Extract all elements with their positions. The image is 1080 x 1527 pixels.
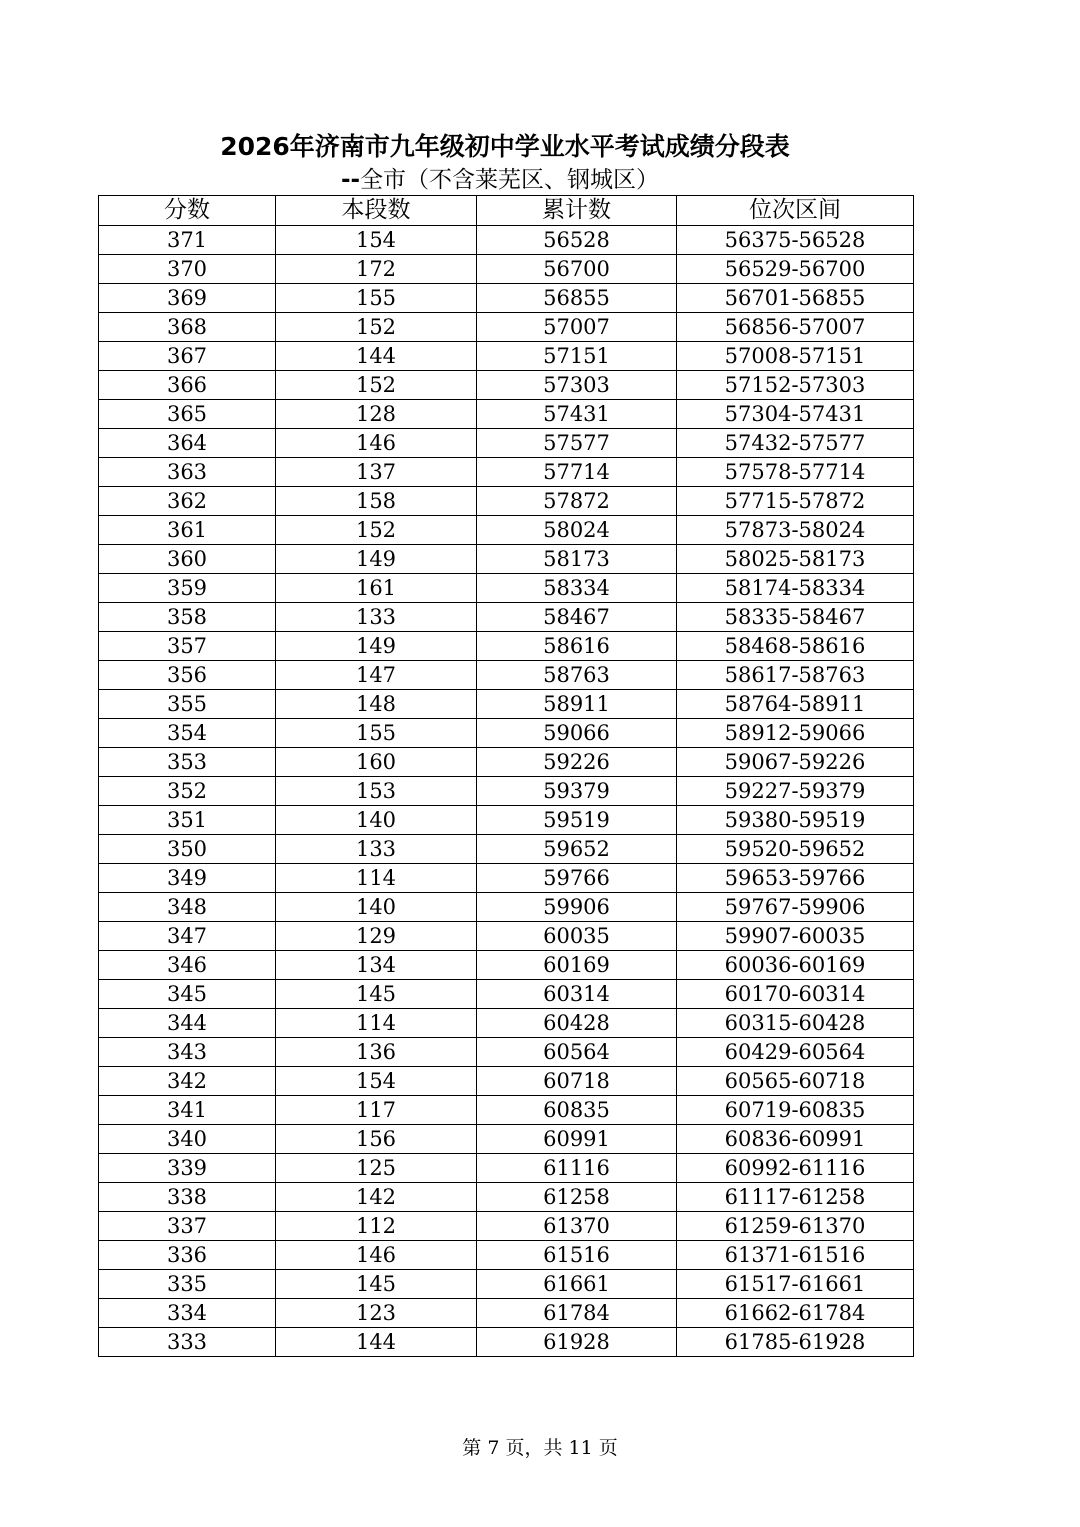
rank-range-cell: 60836-60991: [677, 1125, 914, 1154]
rank-range-cell: 58617-58763: [677, 661, 914, 690]
cumulative-count-cell: 58763: [477, 661, 677, 690]
score-cell: 369: [99, 284, 276, 313]
table-row: [99, 1009, 914, 1038]
table-row: [99, 342, 914, 371]
rank-range-cell: 57304-57431: [677, 400, 914, 429]
rank-range-cell: 57873-58024: [677, 516, 914, 545]
table-row: [99, 893, 914, 922]
cumulative-count-cell: 57431: [477, 400, 677, 429]
segment-count-cell: 146: [276, 429, 477, 458]
table-row: [99, 1038, 914, 1067]
rank-range-cell: 57008-57151: [677, 342, 914, 371]
rank-range-cell: 57432-57577: [677, 429, 914, 458]
table-row: [99, 1183, 914, 1212]
cumulative-count-cell: 60718: [477, 1067, 677, 1096]
segment-count-cell: 154: [276, 226, 477, 255]
cumulative-count-cell: 59379: [477, 777, 677, 806]
table-row: [99, 255, 914, 284]
cumulative-count-cell: 56700: [477, 255, 677, 284]
table-row: [99, 284, 914, 313]
table-row: [99, 835, 914, 864]
score-cell: 339: [99, 1154, 276, 1183]
score-cell: 358: [99, 603, 276, 632]
segment-count-cell: 155: [276, 719, 477, 748]
score-cell: 349: [99, 864, 276, 893]
rank-range-cell: 58468-58616: [677, 632, 914, 661]
rank-range-cell: 58912-59066: [677, 719, 914, 748]
document-title: 2026年济南市九年级初中学业水平考试成绩分段表: [220, 132, 790, 161]
rank-range-cell: 58335-58467: [677, 603, 914, 632]
segment-count-cell: 112: [276, 1212, 477, 1241]
header-cumulative-count: 累计数: [477, 196, 677, 226]
cumulative-count-cell: 60169: [477, 951, 677, 980]
segment-count-cell: 117: [276, 1096, 477, 1125]
table-row: [99, 1125, 914, 1154]
score-cell: 360: [99, 545, 276, 574]
table-row: [99, 951, 914, 980]
cumulative-count-cell: 61116: [477, 1154, 677, 1183]
score-cell: 350: [99, 835, 276, 864]
segment-count-cell: 152: [276, 313, 477, 342]
cumulative-count-cell: 60991: [477, 1125, 677, 1154]
score-cell: 335: [99, 1270, 276, 1299]
score-cell: 362: [99, 487, 276, 516]
cumulative-count-cell: 57577: [477, 429, 677, 458]
score-cell: 357: [99, 632, 276, 661]
score-cell: 338: [99, 1183, 276, 1212]
segment-count-cell: 114: [276, 1009, 477, 1038]
cumulative-count-cell: 59226: [477, 748, 677, 777]
score-cell: 343: [99, 1038, 276, 1067]
segment-count-cell: 147: [276, 661, 477, 690]
score-cell: 364: [99, 429, 276, 458]
table-row: [99, 748, 914, 777]
segment-count-cell: 134: [276, 951, 477, 980]
rank-range-cell: 61259-61370: [677, 1212, 914, 1241]
score-cell: 340: [99, 1125, 276, 1154]
rank-range-cell: 61785-61928: [677, 1328, 914, 1357]
score-cell: 337: [99, 1212, 276, 1241]
table-row: [99, 719, 914, 748]
segment-count-cell: 155: [276, 284, 477, 313]
rank-range-cell: 60992-61116: [677, 1154, 914, 1183]
rank-range-cell: 57578-57714: [677, 458, 914, 487]
cumulative-count-cell: 57872: [477, 487, 677, 516]
cumulative-count-cell: 59519: [477, 806, 677, 835]
cumulative-count-cell: 61258: [477, 1183, 677, 1212]
cumulative-count-cell: 59766: [477, 864, 677, 893]
segment-count-cell: 133: [276, 603, 477, 632]
score-cell: 366: [99, 371, 276, 400]
rank-range-cell: 60315-60428: [677, 1009, 914, 1038]
page-footer: 第 7 页，共 11 页: [462, 1437, 618, 1459]
rank-range-cell: 59520-59652: [677, 835, 914, 864]
score-cell: 356: [99, 661, 276, 690]
table-row: [99, 980, 914, 1009]
cumulative-count-cell: 59906: [477, 893, 677, 922]
table-body: [99, 226, 914, 1357]
segment-count-cell: 145: [276, 1270, 477, 1299]
rank-range-cell: 57715-57872: [677, 487, 914, 516]
cumulative-count-cell: 58173: [477, 545, 677, 574]
score-cell: 367: [99, 342, 276, 371]
cumulative-count-cell: 60314: [477, 980, 677, 1009]
segment-count-cell: 148: [276, 690, 477, 719]
rank-range-cell: 59067-59226: [677, 748, 914, 777]
segment-count-cell: 154: [276, 1067, 477, 1096]
rank-range-cell: 56375-56528: [677, 226, 914, 255]
score-cell: 363: [99, 458, 276, 487]
table-row: [99, 1096, 914, 1125]
segment-count-cell: 153: [276, 777, 477, 806]
rank-range-cell: 56701-56855: [677, 284, 914, 313]
table-row: [99, 1241, 914, 1270]
score-cell: 354: [99, 719, 276, 748]
table-row: [99, 603, 914, 632]
segment-count-cell: 137: [276, 458, 477, 487]
table-row: [99, 632, 914, 661]
cumulative-count-cell: 56855: [477, 284, 677, 313]
rank-range-cell: 59767-59906: [677, 893, 914, 922]
rank-range-cell: 60036-60169: [677, 951, 914, 980]
rank-range-cell: 60719-60835: [677, 1096, 914, 1125]
table-row: [99, 516, 914, 545]
segment-count-cell: 128: [276, 400, 477, 429]
table-row: [99, 1299, 914, 1328]
table-row: [99, 371, 914, 400]
score-cell: 370: [99, 255, 276, 284]
segment-count-cell: 172: [276, 255, 477, 284]
table-row: [99, 487, 914, 516]
rank-range-cell: 59227-59379: [677, 777, 914, 806]
segment-count-cell: 125: [276, 1154, 477, 1183]
score-cell: 348: [99, 893, 276, 922]
table-row: [99, 1328, 914, 1357]
cumulative-count-cell: 60835: [477, 1096, 677, 1125]
rank-range-cell: 61371-61516: [677, 1241, 914, 1270]
rank-range-cell: 61117-61258: [677, 1183, 914, 1212]
table-row: [99, 226, 914, 255]
score-cell: 333: [99, 1328, 276, 1357]
score-cell: 336: [99, 1241, 276, 1270]
cumulative-count-cell: 61784: [477, 1299, 677, 1328]
segment-count-cell: 140: [276, 893, 477, 922]
rank-range-cell: 57152-57303: [677, 371, 914, 400]
cumulative-count-cell: 58024: [477, 516, 677, 545]
table-row: [99, 400, 914, 429]
cumulative-count-cell: 61370: [477, 1212, 677, 1241]
table-row: [99, 545, 914, 574]
score-cell: 345: [99, 980, 276, 1009]
segment-count-cell: 152: [276, 371, 477, 400]
segment-count-cell: 146: [276, 1241, 477, 1270]
cumulative-count-cell: 60035: [477, 922, 677, 951]
cumulative-count-cell: 58616: [477, 632, 677, 661]
cumulative-count-cell: 57007: [477, 313, 677, 342]
header-segment-count: 本段数: [276, 196, 477, 226]
segment-count-cell: 123: [276, 1299, 477, 1328]
rank-range-cell: 58174-58334: [677, 574, 914, 603]
score-cell: 341: [99, 1096, 276, 1125]
rank-range-cell: 59653-59766: [677, 864, 914, 893]
segment-count-cell: 160: [276, 748, 477, 777]
segment-count-cell: 133: [276, 835, 477, 864]
rank-range-cell: 60170-60314: [677, 980, 914, 1009]
rank-range-cell: 61662-61784: [677, 1299, 914, 1328]
cumulative-count-cell: 57151: [477, 342, 677, 371]
cumulative-count-cell: 59066: [477, 719, 677, 748]
cumulative-count-cell: 61516: [477, 1241, 677, 1270]
segment-count-cell: 114: [276, 864, 477, 893]
segment-count-cell: 152: [276, 516, 477, 545]
rank-range-cell: 60565-60718: [677, 1067, 914, 1096]
segment-count-cell: 149: [276, 632, 477, 661]
rank-range-cell: 61517-61661: [677, 1270, 914, 1299]
segment-count-cell: 149: [276, 545, 477, 574]
score-cell: 352: [99, 777, 276, 806]
cumulative-count-cell: 57714: [477, 458, 677, 487]
cumulative-count-cell: 61928: [477, 1328, 677, 1357]
rank-range-cell: 56529-56700: [677, 255, 914, 284]
rank-range-cell: 58764-58911: [677, 690, 914, 719]
table-row: [99, 1270, 914, 1299]
cumulative-count-cell: 60564: [477, 1038, 677, 1067]
table-row: [99, 661, 914, 690]
rank-range-cell: 59907-60035: [677, 922, 914, 951]
score-cell: 371: [99, 226, 276, 255]
score-cell: 347: [99, 922, 276, 951]
subtitle-prefix: --: [340, 167, 361, 193]
score-cell: 359: [99, 574, 276, 603]
table-header-row: [99, 196, 914, 226]
header-score: 分数: [99, 196, 276, 226]
score-cell: 346: [99, 951, 276, 980]
segment-count-cell: 136: [276, 1038, 477, 1067]
header-rank-range: 位次区间: [677, 196, 914, 226]
table-row: [99, 1067, 914, 1096]
rank-range-cell: 60429-60564: [677, 1038, 914, 1067]
cumulative-count-cell: 60428: [477, 1009, 677, 1038]
score-cell: 342: [99, 1067, 276, 1096]
segment-count-cell: 161: [276, 574, 477, 603]
score-cell: 368: [99, 313, 276, 342]
table-row: [99, 777, 914, 806]
rank-range-cell: 58025-58173: [677, 545, 914, 574]
rank-range-cell: 59380-59519: [677, 806, 914, 835]
table-row: [99, 922, 914, 951]
score-cell: 361: [99, 516, 276, 545]
table-row: [99, 574, 914, 603]
cumulative-count-cell: 59652: [477, 835, 677, 864]
segment-count-cell: 158: [276, 487, 477, 516]
score-cell: 353: [99, 748, 276, 777]
cumulative-count-cell: 56528: [477, 226, 677, 255]
cumulative-count-cell: 57303: [477, 371, 677, 400]
rank-range-cell: 56856-57007: [677, 313, 914, 342]
segment-count-cell: 140: [276, 806, 477, 835]
table-row: [99, 1212, 914, 1241]
table-row: [99, 806, 914, 835]
cumulative-count-cell: 58911: [477, 690, 677, 719]
score-cell: 351: [99, 806, 276, 835]
cumulative-count-cell: 58467: [477, 603, 677, 632]
cumulative-count-cell: 58334: [477, 574, 677, 603]
score-distribution-table: [98, 195, 914, 1357]
segment-count-cell: 156: [276, 1125, 477, 1154]
table-row: [99, 690, 914, 719]
segment-count-cell: 144: [276, 342, 477, 371]
cumulative-count-cell: 61661: [477, 1270, 677, 1299]
segment-count-cell: 142: [276, 1183, 477, 1212]
table-row: [99, 1154, 914, 1183]
segment-count-cell: 129: [276, 922, 477, 951]
subtitle-text: 全市（不含莱芜区、钢城区）: [360, 167, 660, 193]
segment-count-cell: 144: [276, 1328, 477, 1357]
table-row: [99, 313, 914, 342]
table-row: [99, 864, 914, 893]
segment-count-cell: 145: [276, 980, 477, 1009]
document-subtitle: [0, 164, 1000, 196]
score-cell: 344: [99, 1009, 276, 1038]
score-cell: 365: [99, 400, 276, 429]
score-cell: 334: [99, 1299, 276, 1328]
score-cell: 355: [99, 690, 276, 719]
table-row: [99, 458, 914, 487]
table-row: [99, 429, 914, 458]
